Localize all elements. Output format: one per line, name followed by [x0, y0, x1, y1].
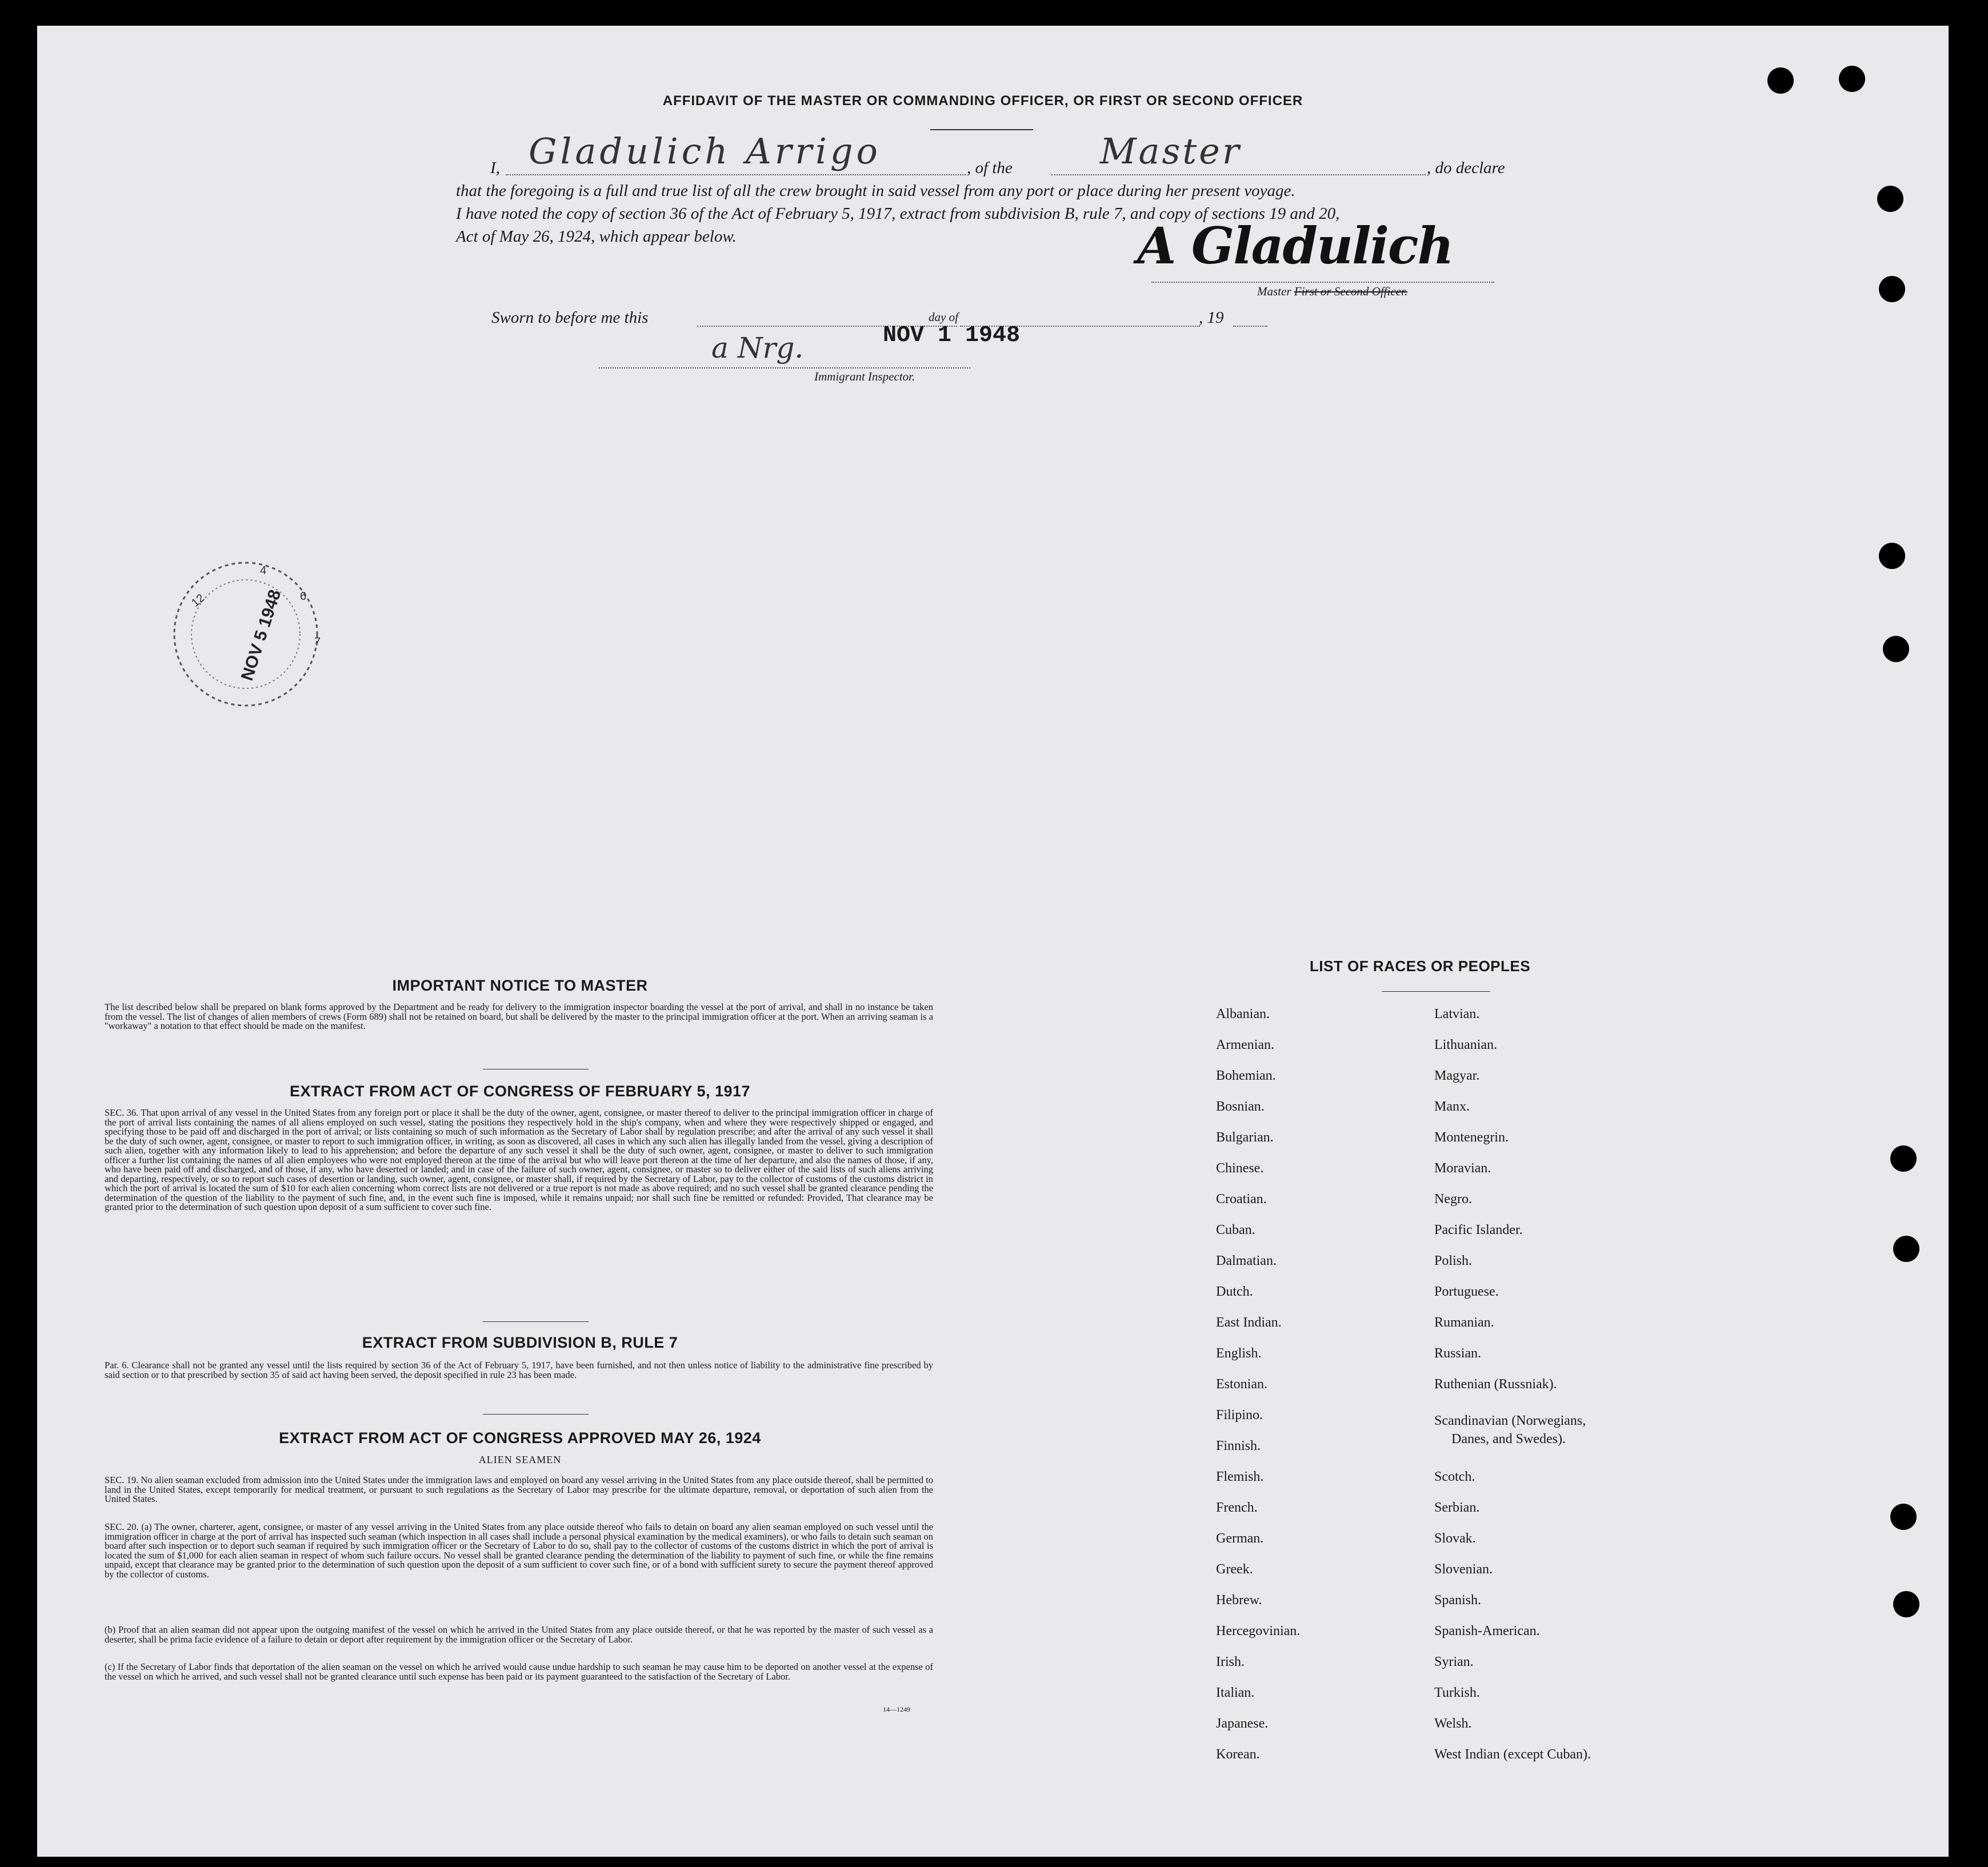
sec-20c-body: (c) If the Secretary of Labor finds that deportation of the alien seaman on the vessel on which he arrived would cause undue hardship to such seaman he may cause him to be deported on another vessel at the expense of the vessel on which he arrived, and such vessel shall not be granted clearance until such expense has been paid or its payment guaranteed to the satisfaction of the Secretary of Labor.: [105, 1661, 933, 1682]
year-prefix: , 19: [1199, 309, 1224, 327]
race-item: German.: [1216, 1531, 1264, 1546]
sec-19-body: SEC. 19. No alien seaman excluded from admission into the United States under the immigration laws and employed on board any vessel arriving in the United States from any place outside thereof, shall be permitted to land in the United States, except temporarily for medical treatment, or pursuant to such regulations as the Secretary of Labor may prescribe for the ultimate departure, removal, or deportation of such alien from the United States.: [105, 1475, 933, 1504]
sworn-label: Sworn to before me this: [491, 309, 649, 327]
race-item: Spanish.: [1434, 1593, 1482, 1608]
punch-hole: [1893, 1236, 1919, 1262]
race-item: Cuban.: [1216, 1223, 1255, 1237]
sec-20b-body: (b) Proof that an alien seaman did not appear upon the outgoing manifest of the vessel on which he arrived in the United States from any place outside thereof, or that he was reported by the master of such vessel as a deserter, shall be prima facie evidence of a failure to detain or deport after requirement by the immigration officer or the Secretary of Labor.: [105, 1624, 933, 1645]
race-item: Magyar.: [1434, 1068, 1480, 1083]
punch-hole: [1890, 1145, 1917, 1172]
race-item: Serbian.: [1434, 1500, 1480, 1515]
race-item: Armenian.: [1216, 1037, 1274, 1052]
race-item: Polish.: [1434, 1253, 1473, 1268]
extract-1917-divider: [483, 1321, 589, 1322]
race-item: Turkish.: [1434, 1685, 1480, 1700]
race-item: Italian.: [1216, 1685, 1255, 1700]
race-item: Greek.: [1216, 1562, 1253, 1577]
race-item: Flemish.: [1216, 1469, 1264, 1484]
day-of-label: day of: [929, 310, 958, 324]
notice-heading: IMPORTANT NOTICE TO MASTER: [392, 977, 648, 994]
race-item: East Indian.: [1216, 1315, 1282, 1330]
master-name-handwritten: Gladulich Arrigo: [529, 130, 881, 172]
race-item: French.: [1216, 1500, 1258, 1515]
rank-line: [1051, 174, 1426, 175]
affidavit-title: AFFIDAVIT OF THE MASTER OR COMMANDING OFFICER, OR FIRST OR SECOND OFFICER: [662, 93, 1303, 109]
race-item: Dalmatian.: [1216, 1253, 1277, 1268]
svg-text:4: 4: [260, 564, 267, 577]
race-item: Japanese.: [1216, 1716, 1269, 1731]
punch-hole: [1879, 276, 1905, 302]
race-item: Irish.: [1216, 1654, 1245, 1669]
race-item: Bulgarian.: [1216, 1130, 1274, 1145]
race-item: Syrian.: [1434, 1654, 1474, 1669]
race-item: Estonian.: [1216, 1377, 1267, 1392]
race-item: Hercegovinian.: [1216, 1624, 1301, 1638]
extract-1917-body: SEC. 36. That upon arrival of any vessel in the United States from any foreign port or place it shall be the duty of the owner, agent, consignee, or master thereof to deliver to the principal immigration officer in charge of the port of arrival lists containing the names of all aliens employed on such vessel, stating the positions they respectively hold in the ship's company, when and where they were respectively shipped or engaged, and specifying those to be paid off and discharged in the port of arrival; or lists containing so much of such information as the Secretary of Labor shall by regulation prescribe; and after the arrival of any such vessel it shall be the duty of such owner, agent, consignee, or master to report to such immigration officer, in writing, as soon as discovered, all cases in which any such alien has illegally landed from the vessel, giving a description of such alien, together with any information likely to lead to his apprehension; and before the departure of any such vessel it shall be the duty of such owner, agent, consignee, or master to deliver to such immigration officer a further list containing the names of all alien employees who were not employed thereon at the time of the arrival but who will leave port thereon at the time of her departure, and also the names of those, if any, who have been paid off and discharged, and of those, if any, who have deserted or landed; and in case of the failure of such owner, agent, consignee, or master so to deliver either of the said lists of such aliens arriving and departing, respectively, or so to report such cases of desertion or landing, such owner, agent, consignee, or master shall, if required by the Secretary of Labor, pay to the collector of customs of the customs district in which the port of arrival is located the sum of $10 for each alien concerning whom correct lists are not delivered or a true report is not made as above required; and no such vessel shall be granted clearance pending the determination of the question of the liability to the payment of such fine, and, in the event such fine is imposed, while it remains unpaid; nor shall such fine be remitted or refunded: Provided, That clearance may be granted prior to the determination of such question upon deposit of a sum sufficient to cover such fine.: [105, 1107, 933, 1212]
race-item: Scotch.: [1434, 1469, 1475, 1484]
rule7-heading: EXTRACT FROM SUBDIVISION B, RULE 7: [362, 1334, 678, 1351]
extract-1924-subheading: ALIEN SEAMEN: [478, 1454, 562, 1465]
punch-hole: [1877, 186, 1903, 212]
punch-hole: [1767, 67, 1794, 94]
punch-hole: [1883, 636, 1909, 662]
affidavit-i-label: I,: [490, 159, 500, 177]
received-stamp: [154, 557, 337, 711]
svg-text:6: 6: [300, 590, 307, 603]
race-item: West Indian (except Cuban).: [1434, 1747, 1591, 1762]
race-item: Pacific Islander.: [1434, 1223, 1523, 1237]
race-item: Welsh.: [1434, 1716, 1472, 1731]
inspector-signature: a Nrg.: [711, 331, 804, 364]
race-item: Albanian.: [1216, 1007, 1270, 1021]
affidavit-line-3: I have noted the copy of section 36 of the Act of February 5, 1917, extract from subdivision B, rule 7, and copy of sections 19 and 20,: [456, 205, 1340, 223]
svg-text:12: 12: [189, 591, 207, 610]
rule7-body: Par. 6. Clearance shall not be granted any vessel until the lists required by section 36 of the Act of February 5, 1917, have been furnished, and not then unless notice of liability to the administrative fine prescribed by said section or to that prescribed by section 35 of said act having been served, the deposit specified in rule 23 has been made.: [105, 1360, 933, 1380]
race-item: Slovak.: [1434, 1531, 1476, 1546]
races-heading: LIST OF RACES OR PEOPLES: [1309, 957, 1531, 975]
do-declare-label: , do declare: [1427, 159, 1505, 177]
race-item: Russian.: [1434, 1346, 1482, 1361]
affidavit-line-2: that the foregoing is a full and true list of all the crew brought in said vessel from any port or place during her present voyage.: [456, 182, 1295, 200]
race-item: Portuguese.: [1434, 1284, 1499, 1299]
race-item: Ruthenian (Russniak).: [1434, 1377, 1557, 1392]
signature-caption-struck: First or Second Officer.: [1294, 285, 1408, 298]
signature-caption-master: Master: [1257, 285, 1291, 298]
sec-20a-body: SEC. 20. (a) The owner, charterer, agent, consignee, or master of any vessel arriving in the United States from any place outside thereof who fails to detain on board any alien seaman employed on such vessel until the immigration officer in charge at the port of arrival has inspected such seaman (which inspection in all cases shall include a personal physical examination by the medical examiners), or who fails to detain such seaman on board after such inspection or to deport such seaman if required by such immigration officer or the Secretary of Labor to do so, shall pay to the collector of customs of the customs district in which the port of arrival is located the sum of $1,000 for each alien seaman in respect of whom such failure occurs. No vessel shall be granted clearance pending the determination of the liability to payment of such fine, or while the fine remains unpaid, except that clearance may be granted prior to the determination of such question upon the deposit of a sum sufficient to cover such fine, or of a bond with sufficient surety to secure the payment thereof approved by the collector of customs.: [105, 1521, 933, 1580]
of-the-label: , of the: [967, 159, 1013, 177]
race-item: Manx.: [1434, 1099, 1470, 1114]
name-line: [506, 174, 966, 175]
race-item: Scandinavian (Norwegians,: [1434, 1413, 1586, 1428]
stamp-ring-graphic: [154, 557, 337, 711]
punch-hole: [1879, 543, 1905, 569]
race-item: Negro.: [1434, 1192, 1472, 1207]
race-item: Lithuanian.: [1434, 1037, 1497, 1052]
notice-body: The list described below shall be prepared on blank forms approved by the Department and be ready for delivery to the immigration inspector boarding the vessel at the port of arrival, and shall in no instance be taken from the vessel. The list of changes of alien members of crews (Form 689) shall not be retained on board, but shall be delivered by the master to the principal immigration officer at the port. When an arriving seaman is a "workaway" a notation to that effect should be made on the manifest.: [105, 1001, 933, 1031]
stamp-date: NOV 5 1948: [237, 587, 285, 683]
affidavit-line-4: Act of May 26, 1924, which appear below.: [456, 227, 737, 246]
rank-handwritten: Master: [1100, 130, 1242, 172]
race-item: Chinese.: [1216, 1161, 1264, 1176]
rule7-divider: [483, 1414, 589, 1415]
race-item: Latvian.: [1434, 1007, 1480, 1021]
race-item: Bosnian.: [1216, 1099, 1265, 1114]
punch-hole: [1890, 1504, 1917, 1530]
year-line: [1233, 326, 1267, 327]
extract-1917-heading: EXTRACT FROM ACT OF CONGRESS OF FEBRUARY 5, 1917: [289, 1083, 751, 1100]
races-divider: [1382, 991, 1490, 992]
race-item: Montenegrin.: [1434, 1130, 1509, 1145]
race-item: Moravian.: [1434, 1161, 1491, 1176]
punch-hole: [1893, 1591, 1919, 1617]
race-item: Korean.: [1216, 1747, 1260, 1762]
master-signature: A Gladulich: [1137, 216, 1453, 275]
race-item: English.: [1216, 1346, 1262, 1361]
race-item: Rumanian.: [1434, 1315, 1494, 1330]
extract-1924-heading: EXTRACT FROM ACT OF CONGRESS APPROVED MAY 26, 1924: [279, 1429, 761, 1447]
race-item: Spanish-American.: [1434, 1624, 1540, 1638]
inspector-label: Immigrant Inspector.: [814, 370, 915, 383]
title-divider: [930, 129, 1033, 130]
race-item: Finnish.: [1216, 1439, 1261, 1453]
race-item: Slovenian.: [1434, 1562, 1493, 1577]
race-item: Filipino.: [1216, 1408, 1263, 1423]
race-item: Croatian.: [1216, 1192, 1267, 1207]
document-page: [37, 26, 1949, 1857]
svg-text:7: 7: [314, 636, 321, 648]
form-number: 14—1249: [883, 1705, 910, 1713]
race-item: Bohemian.: [1216, 1068, 1276, 1083]
race-item: Dutch.: [1216, 1284, 1253, 1299]
signature-caption: [1257, 285, 1407, 299]
race-item: Hebrew.: [1216, 1593, 1262, 1608]
date-stamp: NOV 1 1948: [883, 323, 1021, 348]
inspector-line: [599, 367, 970, 368]
signature-line: [1151, 282, 1494, 283]
punch-hole: [1839, 66, 1865, 92]
race-item: Danes, and Swedes).: [1451, 1432, 1566, 1447]
